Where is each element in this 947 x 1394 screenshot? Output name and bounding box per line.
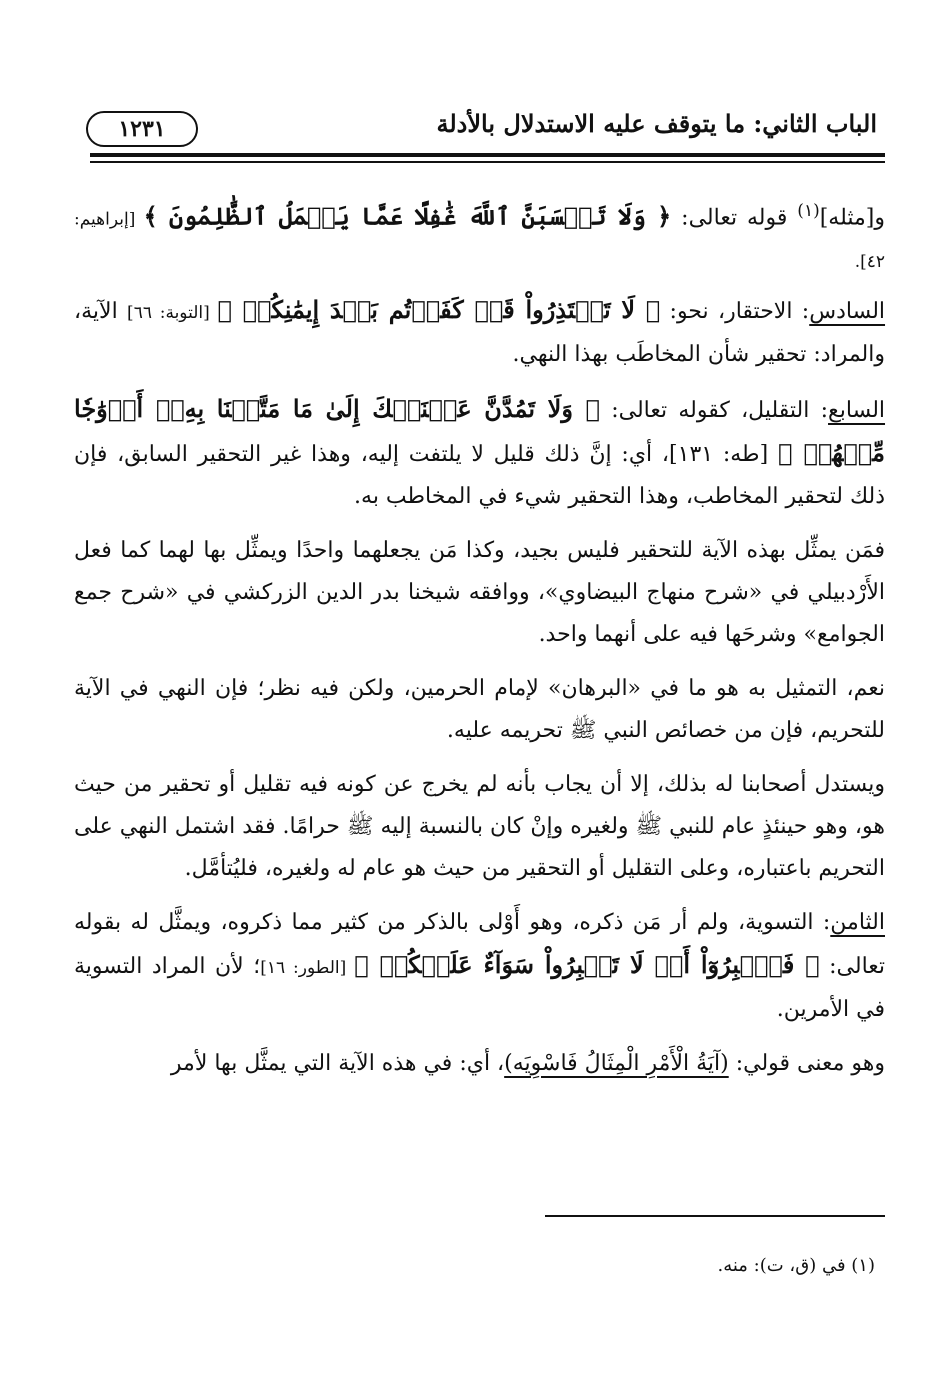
header-rule-thin xyxy=(90,161,885,163)
quran-verse-4: ﴿ فَٱصۡبِرُوٓاْ أَوۡ لَا تَصۡبِرُواْ سَوَآءٌ عَلَيۡكُمۡ ﴾ xyxy=(354,950,820,980)
p7-post: ؛ لأن المراد التسوية في الأمرين. xyxy=(74,954,885,1023)
book-page xyxy=(60,95,885,1375)
page-header xyxy=(60,95,885,155)
paragraph-1 xyxy=(74,190,885,283)
verse-ref-4: [الطور: ١٦] xyxy=(260,958,355,979)
paragraph-2 xyxy=(74,289,885,376)
footnote-1: (١) في (ق، ت): منه. xyxy=(717,1255,875,1276)
p3-post: [طه: ١٣١]، أي: إنَّ ذلك قليل لا يلتفت إليه، وهذا غير التحقير السابق، فإن ذلك لتحقير المخاطب، وهذا التحقير شيء في المخاطب به. xyxy=(74,442,885,510)
section-heading-seventh: السابع xyxy=(828,398,886,424)
p1-pre: و[مثله] xyxy=(819,205,886,231)
p7-pre: : التسوية، ولم أر مَن ذكره، وهو أَوْلى بالذكر من كثير مما ذكروه، ويمثَّل له بقوله تعالى: xyxy=(74,910,886,980)
paragraph-6: ويستدل أصحابنا له بذلك، إلا أن يجاب بأنه لم يخرج عن كونه فيه تقليل أو تحقير من حيث هو، وهو حينئذٍ عام للنبي ﷺ ولغيره وإنْ كان بالنسبة إليه ﷺ حرامًا. فقد اشتمل النهي على التحريم باعتباره، وعلى التقليل أو التحقير من حيث هو عام له ولغيره، فليُتأمَّل. xyxy=(74,772,885,882)
footnote-divider xyxy=(545,1215,885,1217)
page-number-badge: ١٢٣١ xyxy=(86,111,198,147)
section-heading-sixth: السادس xyxy=(809,299,886,325)
main-text xyxy=(74,190,885,1097)
p8-post: ، أي: في هذه الآية التي يمثَّل بها لأمر xyxy=(170,1051,505,1077)
quran-verse-3: ﴿ وَلَا تَمُدَّنَّ عَيۡنَيۡكَ إِلَىٰ مَا مَتَّعۡنَا بِهِۦٓ أَزۡوَٰجٗا مِّنۡهُمۡ ﴾ xyxy=(74,394,886,468)
quran-verse-1: ﴿ وَلَا تَحۡسَبَنَّ ٱللَّهَ غَٰفِلًا عَمَّا يَعۡمَلُ ٱلظَّٰلِمُونَ ﴾ xyxy=(143,201,672,231)
chapter-title: الباب الثاني: ما يتوقف عليه الاستدلال بالأدلة xyxy=(436,109,877,138)
verse-ref-1: [إبراهيم: ٤٢]. xyxy=(74,209,885,273)
p8-pre: وهو معنى قولي: xyxy=(728,1051,885,1077)
paragraph-7 xyxy=(74,902,885,1031)
p3-pre: : التقليل، كقوله تعالى: xyxy=(599,398,829,424)
paragraph-5: نعم، التمثيل به هو ما في «البرهان» لإمام الحرمين، ولكن فيه نظر؛ فإن النهي في الآية للتحريم، فإن من خصائص النبي ﷺ تحريمه عليه. xyxy=(74,676,885,744)
paragraph-8 xyxy=(74,1043,885,1085)
section-heading-eighth: الثامن xyxy=(830,910,885,936)
p2-post: الآية، والمراد: تحقير شأن المخاطَب بهذا النهي. xyxy=(74,299,885,368)
quran-verse-2: ﴿ لَا تَعۡتَذِرُواْ قَدۡ كَفَرۡتُم بَعۡدَ إِيمَٰنِكُمۡ ﴾ xyxy=(217,295,661,325)
p1-mid: قوله تعالى: xyxy=(671,205,798,231)
verse-ref-2: [التوبة: ٦٦] xyxy=(127,303,218,324)
footnote-marker: (١) xyxy=(797,201,820,221)
paragraph-4: فمَن يمثِّل بهذه الآية للتحقير فليس بجيد، وكذا مَن يجعلهما واحدًا ويمثِّل بها لهما كما فعل الأَرْدبيلي في «شرح منهاج البيضاوي»، ووافقه شيخنا بدر الدين الزركشي في «شرح جمع الجوامع» وشرحَها فيه على أنهما واحد. xyxy=(74,538,885,648)
p2-pre: : الاحتقار، نحو: xyxy=(660,299,810,325)
header-rule-thick xyxy=(90,153,885,157)
paragraph-3 xyxy=(74,388,885,518)
matn-quote: (آيَةُ الْأَمْرِ الْمِثَالُ فَاسْوِيَه) xyxy=(504,1051,729,1077)
